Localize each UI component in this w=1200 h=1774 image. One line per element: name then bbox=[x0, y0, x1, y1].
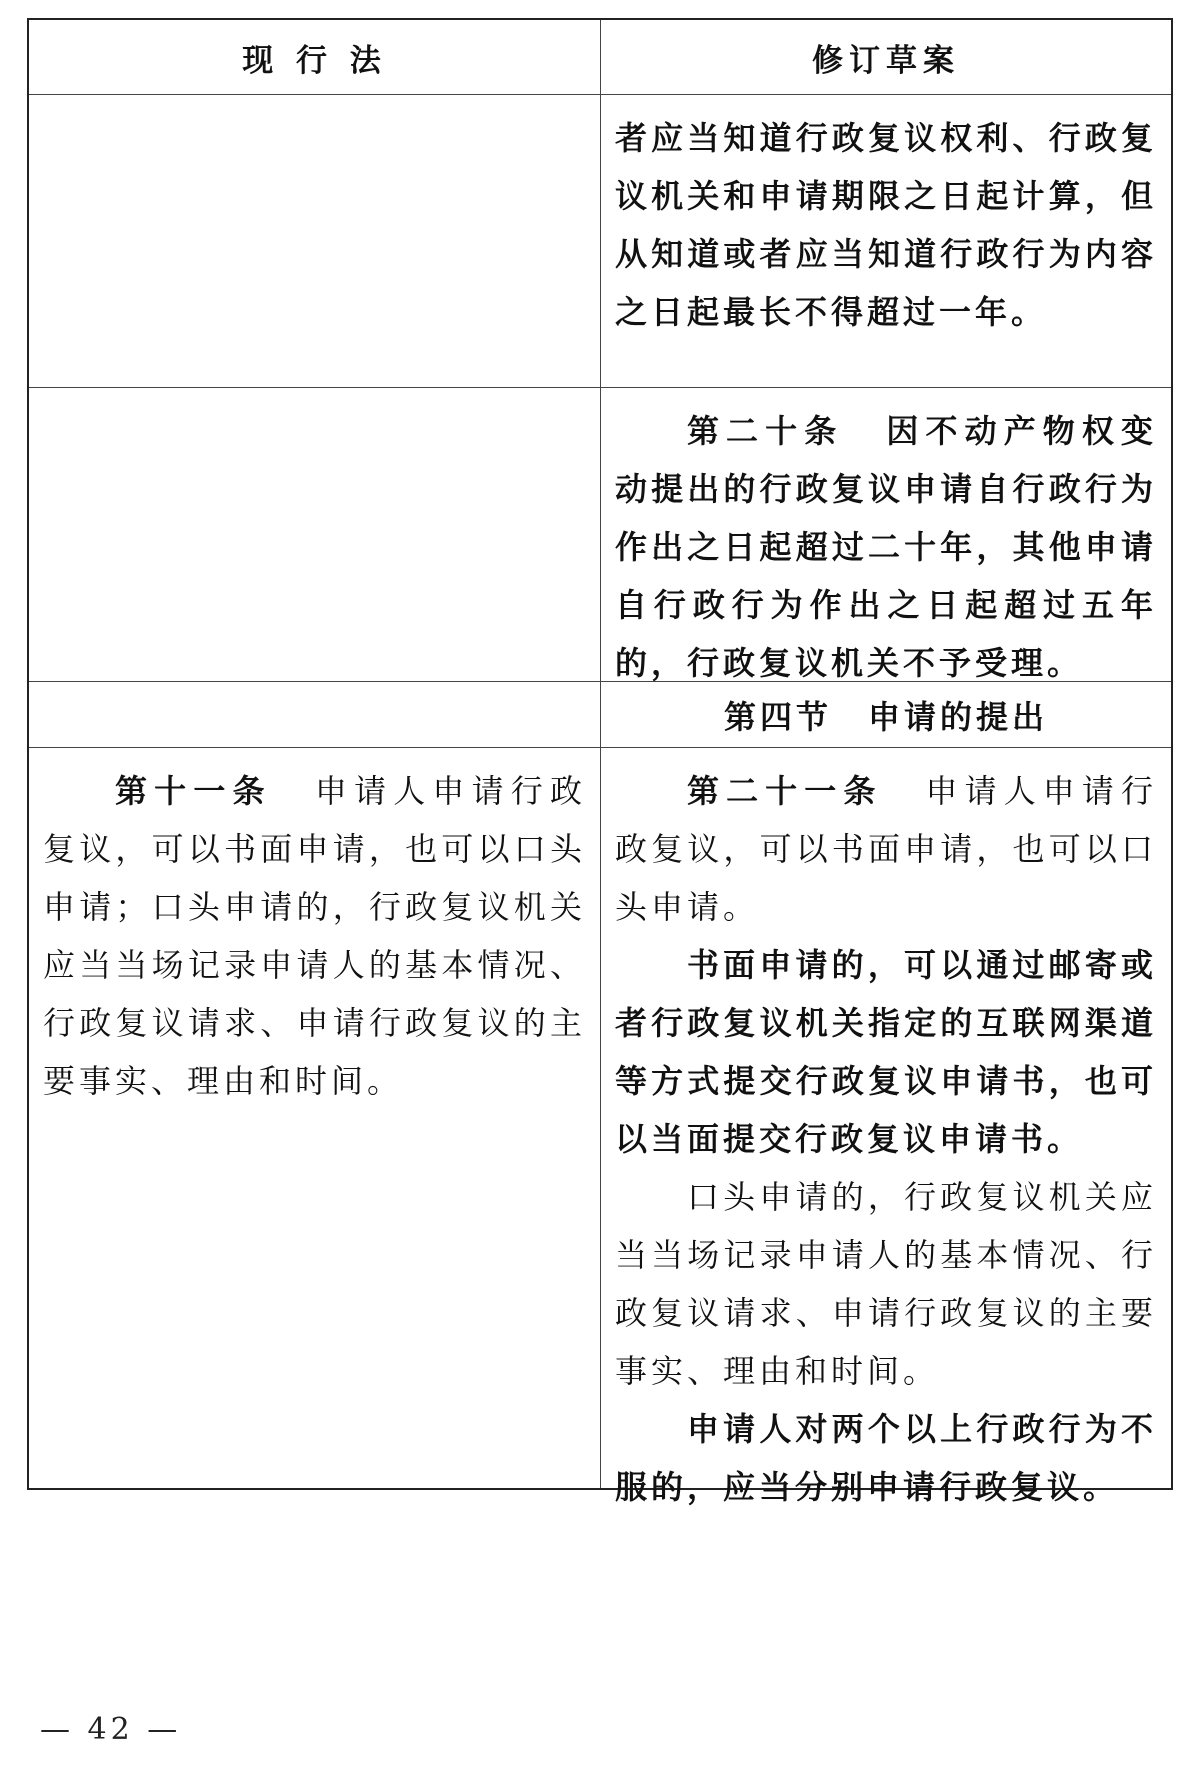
article-number: 第二十条 bbox=[686, 412, 844, 450]
comparison-table bbox=[27, 18, 1173, 1506]
draft-cell bbox=[601, 388, 1171, 681]
draft-article-21-p2: 书面申请的，可以通过邮寄或者行政复议机关指定的互联网渠道等方式提交行政复议申请书，也可以当面提交行政复议申请书。 bbox=[615, 946, 1157, 1158]
table-row bbox=[29, 681, 1171, 747]
draft-article-21-p3: 口头申请的，行政复议机关应当当场记录申请人的基本情况、行政复议请求、申请行政复议的主要事实、理由和时间。 bbox=[615, 1178, 1157, 1390]
current-article-11 bbox=[43, 762, 586, 1110]
current-law-cell-empty bbox=[29, 388, 601, 681]
draft-text: 者应当知道行政复议权利、行政复议机关和申请期限之日起计算，但从知道或者应当知道行政行为内容之日起最长不得超过一年。 bbox=[614, 119, 1157, 331]
draft-article-21-p1 bbox=[615, 762, 1157, 936]
draft-article-20 bbox=[615, 402, 1157, 692]
current-law-cell bbox=[29, 748, 601, 1488]
section-title: 第四节 申请的提出 bbox=[723, 697, 1048, 736]
current-law-cell-empty bbox=[29, 95, 601, 387]
table-row bbox=[29, 387, 1171, 681]
draft-article-21-p4: 申请人对两个以上行政行为不服的，应当分别申请行政复议。 bbox=[615, 1410, 1157, 1506]
article-number: 第十一条 bbox=[115, 772, 272, 810]
article-text: 申请人申请行政复议，可以书面申请，也可以口头申请。 bbox=[615, 772, 1157, 926]
page-number: — 42 — bbox=[40, 1712, 182, 1747]
header-draft-revision: 修订草案 bbox=[812, 42, 960, 79]
draft-cell bbox=[601, 748, 1171, 1506]
header-current-law: 现 行 法 bbox=[29, 20, 601, 94]
table-row bbox=[29, 94, 1171, 387]
draft-cell bbox=[601, 95, 1171, 387]
current-law-cell-empty bbox=[29, 682, 601, 747]
article-text: 因不动产物权变动提出的行政复议申请自行政行为作出之日起超过二十年，其他申请自行政行为作出之日起超过五年的，行政复议机关不予受理。 bbox=[614, 412, 1157, 682]
table-header-row bbox=[29, 20, 1171, 94]
article-text: 申请人申请行政复议，可以书面申请，也可以口头申请；口头申请的，行政复议机关应当当场记录申请人的基本情况、行政复议请求、申请行政复议的主要事实、理由和时间。 bbox=[43, 772, 586, 1100]
article-number: 第二十一条 bbox=[687, 772, 883, 810]
table-row bbox=[29, 747, 1171, 1506]
